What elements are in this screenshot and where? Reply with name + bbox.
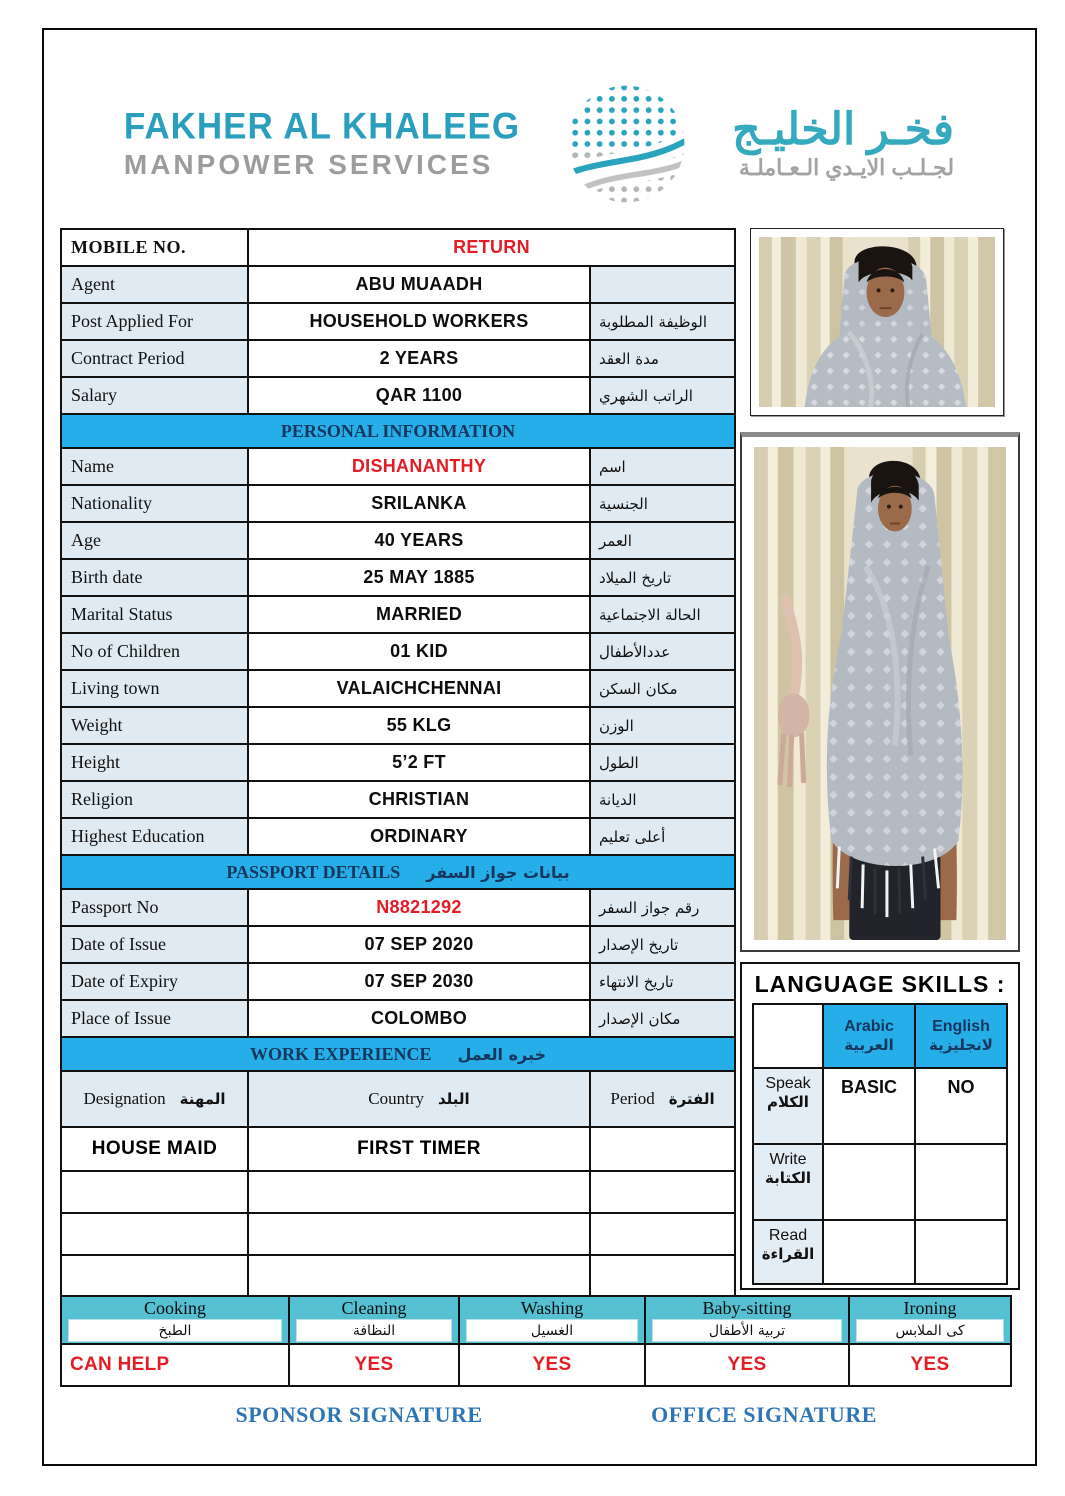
language-table-corner-cell: [754, 1005, 824, 1069]
speak-english-value: NO: [916, 1069, 1008, 1145]
washing-label-ar: الغسيل: [466, 1319, 638, 1342]
write-label-ar: الكتابة: [765, 1169, 811, 1187]
work-row-designation: HOUSE MAID: [62, 1128, 249, 1172]
name-value: DISHANANTHY: [249, 449, 591, 486]
nationality-value: SRILANKA: [249, 486, 591, 523]
company-name-arabic: [732, 104, 955, 181]
salary-value: QAR 1100: [249, 378, 591, 415]
post-applied-arabic: الوظيفة المطلوبة: [591, 304, 736, 341]
country-header-ar: البلد: [438, 1090, 470, 1108]
write-label-en: Write: [769, 1151, 807, 1168]
passport-no-value: N8821292: [249, 890, 591, 927]
read-row-label: [754, 1221, 824, 1285]
arabic-header-ar: العربية: [844, 1036, 894, 1054]
height-label: Height: [62, 745, 249, 782]
top-info-table: [60, 228, 736, 415]
living-town-label: Living town: [62, 671, 249, 708]
weight-arabic: الوزن: [591, 708, 736, 745]
place-of-issue-arabic: مكان الإصدار: [591, 1001, 736, 1038]
work-row-country: FIRST TIMER: [249, 1128, 591, 1172]
cleaning-label: Cleaning: [341, 1298, 407, 1318]
arabic-header-en: Arabic: [844, 1018, 894, 1035]
agent-arabic: [591, 267, 736, 304]
nationality-label: Nationality: [62, 486, 249, 523]
company-subtitle-ar: لجـلـب الايـدي الـعـاملـة: [738, 155, 955, 181]
children-arabic: عددالأطفال: [591, 634, 736, 671]
work-row-designation: [62, 1172, 249, 1214]
designation-header-ar: المهنة: [179, 1090, 226, 1108]
sponsor-signature-label: SPONSOR SIGNATURE: [235, 1402, 483, 1427]
work-row-country: [249, 1172, 591, 1214]
baby-sitting-header: [646, 1297, 850, 1345]
cleaning-header: [290, 1297, 460, 1345]
height-arabic: الطول: [591, 745, 736, 782]
religion-label: Religion: [62, 782, 249, 819]
language-skills-title: LANGUAGE SKILLS :: [754, 971, 1006, 997]
read-label-ar: القراءة: [761, 1245, 815, 1263]
read-arabic-value: [824, 1221, 916, 1285]
birth-date-value: 25 MAY 1885: [249, 560, 591, 597]
weight-value: 55 KLG: [249, 708, 591, 745]
children-value: 01 KID: [249, 634, 591, 671]
arabic-column-header: [824, 1005, 916, 1069]
passport-details-header: [60, 856, 736, 890]
date-of-expiry-label: Date of Expiry: [62, 964, 249, 1001]
company-name: FAKHER AL KHALEEG: [123, 106, 521, 147]
work-row-period: [591, 1256, 736, 1298]
marital-status-value: MARRIED: [249, 597, 591, 634]
nationality-arabic: الجنسية: [591, 486, 736, 523]
salary-label: Salary: [62, 378, 249, 415]
mobile-no-value: RETURN: [249, 230, 736, 267]
baby-sitting-label-ar: تربية الأطفال: [652, 1319, 842, 1342]
work-row-designation: [62, 1214, 249, 1256]
marital-status-arabic: الحالة الاجتماعية: [591, 597, 736, 634]
designation-column-header: [62, 1072, 249, 1128]
work-experience-header: [60, 1038, 736, 1072]
country-column-header: [249, 1072, 591, 1128]
office-signature-label: OFFICE SIGNATURE: [651, 1402, 877, 1427]
date-of-expiry-value: 07 SEP 2030: [249, 964, 591, 1001]
designation-header-en: Designation: [83, 1089, 166, 1108]
education-value: ORDINARY: [249, 819, 591, 856]
name-arabic: اسم: [591, 449, 736, 486]
cooking-header: [62, 1297, 290, 1345]
contract-period-value: 2 YEARS: [249, 341, 591, 378]
applicant-photo-2: [740, 432, 1020, 952]
period-header-ar: الفترة: [668, 1090, 715, 1108]
passport-details-title-ar: بيانات جواز السفر: [426, 862, 570, 882]
work-row-country: [249, 1214, 591, 1256]
passport-details-table: [60, 890, 736, 1038]
passport-details-title: PASSPORT DETAILS: [226, 861, 401, 882]
height-value: 5’2 FT: [249, 745, 591, 782]
post-applied-value: HOUSEHOLD WORKERS: [249, 304, 591, 341]
date-of-expiry-arabic: تاريخ الانتهاء: [591, 964, 736, 1001]
period-column-header: [591, 1072, 736, 1128]
cleaning-label-ar: النظافة: [296, 1319, 452, 1342]
work-row-designation: [62, 1256, 249, 1298]
education-label: Highest Education: [62, 819, 249, 856]
household-skills-table: [60, 1295, 1012, 1387]
ironing-label-ar: كى الملابس: [856, 1319, 1004, 1342]
cooking-label-ar: الطبخ: [68, 1319, 282, 1342]
baby-sitting-value: YES: [646, 1345, 850, 1387]
contract-period-arabic: مدة العقد: [591, 341, 736, 378]
work-row-period: [591, 1172, 736, 1214]
applicant-photo-1: [750, 228, 1004, 416]
company-subtitle: MANPOWER SERVICES: [123, 149, 494, 180]
speak-label-en: Speak: [765, 1075, 811, 1092]
age-value: 40 YEARS: [249, 523, 591, 560]
passport-no-label: Passport No: [62, 890, 249, 927]
ironing-value: YES: [850, 1345, 1012, 1387]
country-header-en: Country: [368, 1089, 425, 1108]
personal-information-title: PERSONAL INFORMATION: [280, 420, 516, 441]
contract-period-label: Contract Period: [62, 341, 249, 378]
weight-label: Weight: [62, 708, 249, 745]
personal-information-table: [60, 449, 736, 856]
speak-label-ar: الكلام: [767, 1093, 809, 1111]
company-header: [64, 82, 1014, 206]
speak-row-label: [754, 1069, 824, 1145]
agent-value: ABU MUAADH: [249, 267, 591, 304]
write-arabic-value: [824, 1145, 916, 1221]
work-row-period: [591, 1214, 736, 1256]
salary-arabic: الراتب الشهري: [591, 378, 736, 415]
religion-value: CHRISTIAN: [249, 782, 591, 819]
agent-label: Agent: [62, 267, 249, 304]
washing-label: Washing: [520, 1298, 584, 1318]
name-label: Name: [62, 449, 249, 486]
baby-sitting-label: Baby-sitting: [702, 1298, 792, 1318]
read-label-en: Read: [768, 1227, 808, 1244]
place-of-issue-label: Place of Issue: [62, 1001, 249, 1038]
ironing-label: Ironing: [903, 1298, 957, 1318]
cleaning-value: YES: [290, 1345, 460, 1387]
english-header-ar: لانجليزية: [929, 1036, 993, 1054]
mobile-no-label: MOBILE NO.: [62, 230, 249, 267]
language-skills-table: [752, 1003, 1008, 1285]
date-of-issue-arabic: تاريخ الإصدار: [591, 927, 736, 964]
children-label: No of Children: [62, 634, 249, 671]
living-town-value: VALAICHCHENNAI: [249, 671, 591, 708]
religion-arabic: الديانة: [591, 782, 736, 819]
language-skills-panel: [740, 962, 1020, 1290]
personal-information-header: [60, 415, 736, 449]
document-sheet: [42, 28, 1037, 1466]
company-name-ar: فخـر الخليـج: [732, 104, 955, 154]
birth-date-label: Birth date: [62, 560, 249, 597]
write-row-label: [754, 1145, 824, 1221]
speak-arabic-value: BASIC: [824, 1069, 916, 1145]
details-tables: [60, 228, 736, 1298]
work-experience-title-ar: خبره العمل: [457, 1044, 547, 1064]
globe-dots-logo-icon: [546, 82, 706, 206]
date-of-issue-label: Date of Issue: [62, 927, 249, 964]
read-english-value: [916, 1221, 1008, 1285]
marital-status-label: Marital Status: [62, 597, 249, 634]
cooking-label: Cooking: [143, 1298, 206, 1318]
washing-value: YES: [460, 1345, 646, 1387]
age-arabic: العمر: [591, 523, 736, 560]
work-experience-table: [60, 1072, 736, 1298]
washing-header: [460, 1297, 646, 1345]
period-header-en: Period: [610, 1089, 655, 1108]
work-experience-title: WORK EXPERIENCE: [249, 1043, 432, 1064]
education-arabic: أعلى تعليم: [591, 819, 736, 856]
company-name-english: [124, 107, 520, 181]
place-of-issue-value: COLOMBO: [249, 1001, 591, 1038]
write-english-value: [916, 1145, 1008, 1221]
work-row-period: [591, 1128, 736, 1172]
ironing-header: [850, 1297, 1012, 1345]
cooking-value: CAN HELP: [62, 1345, 290, 1387]
birth-date-arabic: تاريخ الميلاد: [591, 560, 736, 597]
passport-no-arabic: رقم جواز السفر: [591, 890, 736, 927]
date-of-issue-value: 07 SEP 2020: [249, 927, 591, 964]
living-town-arabic: مكان السكن: [591, 671, 736, 708]
work-row-country: [249, 1256, 591, 1298]
age-label: Age: [62, 523, 249, 560]
english-header-en: English: [932, 1018, 990, 1035]
english-column-header: [916, 1005, 1008, 1069]
post-applied-label: Post Applied For: [62, 304, 249, 341]
